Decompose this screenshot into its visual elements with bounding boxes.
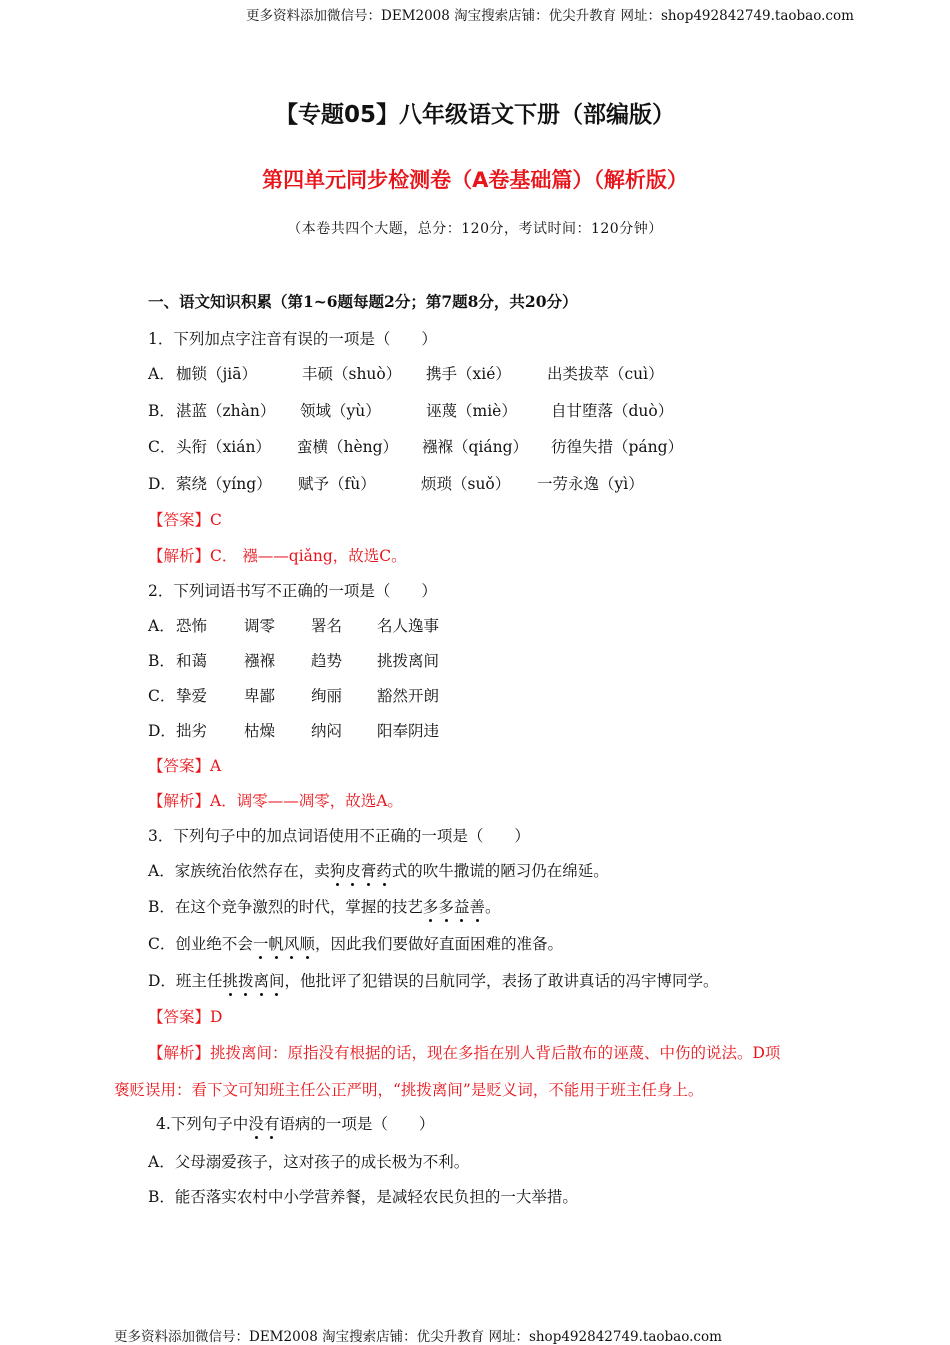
- answer-1: 【答案】C: [148, 511, 222, 529]
- page-subtitle: 第四单元同步检测卷（A卷基础篇）（解析版）: [262, 168, 688, 192]
- dotted-char: 益: [454, 895, 470, 917]
- dotted-char: 善: [469, 895, 485, 917]
- option-item: 豁然开朗: [377, 687, 440, 705]
- dotted-word: [253, 935, 315, 953]
- analysis-3-line-2: 褒贬误用：看下文可知班主任公正严明，“挑拨离间”是贬义词，不能用于班主任身上。: [114, 1081, 704, 1099]
- option-item: 烦琐（suǒ）: [421, 475, 511, 493]
- dotted-char: 间: [269, 969, 285, 991]
- option-label: D．: [148, 722, 176, 740]
- option-item: 挑拨离间: [377, 652, 440, 670]
- option-item: 枷锁（jiā）: [176, 365, 258, 383]
- option-item: 萦绕（yíng）: [176, 475, 272, 493]
- page-title: 【专题05】八年级语文下册（部编版）: [274, 102, 675, 128]
- option-item: 卑鄙: [244, 687, 276, 705]
- option-item: 趋势: [311, 652, 343, 670]
- option-item: 纳闷: [311, 722, 343, 740]
- option-item: 署名: [311, 617, 343, 635]
- option-item: 枯燥: [244, 722, 276, 740]
- question-4-stem: 4.下列句子中没有语病的一项是（ ）: [156, 1112, 434, 1134]
- option-item: 恐怖: [176, 617, 208, 635]
- answer-2: 【答案】A: [148, 757, 222, 775]
- option-item: 襁褓: [244, 652, 276, 670]
- question-3-option-b: B．在这个竞争激烈的时代，掌握的技艺多多益善。: [148, 895, 500, 917]
- option-item: 蛮横（hèng）: [297, 438, 399, 456]
- analysis-2: 【解析】A．调零——凋零，故选A。: [148, 792, 403, 810]
- dotted-char: 多: [423, 895, 439, 917]
- option-item: 襁褓（qiáng）: [422, 438, 529, 456]
- option-item: 湛蓝（zhàn）: [176, 402, 276, 420]
- question-4-option-a: A．父母溺爱孩子，这对孩子的成长极为不利。: [148, 1153, 470, 1171]
- analysis-3-line-1: 【解析】挑拨离间：原指没有根据的话，现在多指在别人背后散布的诬蔑、中伤的说法。D项: [148, 1044, 781, 1062]
- question-3-option-a: A．家族统治依然存在，卖狗皮膏药式的吹牛撒谎的陋习仍在绵延。: [148, 859, 609, 881]
- option-label: D．: [148, 475, 176, 493]
- footer-note: 更多资料添加微信号：DEM2008 淘宝搜索店铺：优尖升教育 网址：shop492842749.taobao.com: [114, 1329, 722, 1345]
- option-item: 一劳永逸（yì）: [537, 475, 644, 493]
- answer-3: 【答案】D: [148, 1008, 223, 1026]
- option-item: 和蔼: [176, 652, 208, 670]
- option-item: 调零: [244, 617, 276, 635]
- header-note: 更多资料添加微信号：DEM2008 淘宝搜索店铺：优尖升教育 网址：shop492842749.taobao.com: [246, 8, 854, 24]
- option-item: 拙劣: [176, 722, 208, 740]
- dotted-char: 膏: [361, 859, 377, 881]
- option-item: 自甘堕落（duò）: [551, 402, 674, 420]
- dotted-char: 顺: [299, 932, 315, 954]
- dotted-char: 有: [264, 1112, 280, 1134]
- option-item: 绚丽: [311, 687, 343, 705]
- option-item: 出类拔萃（cuì）: [547, 365, 664, 383]
- dotted-char: 离: [253, 969, 269, 991]
- analysis-1: 【解析】C． 襁——qiǎng，故选C。: [148, 547, 407, 565]
- option-item: 阳奉阴违: [377, 722, 440, 740]
- dotted-word: [423, 898, 485, 916]
- option-item: 赋予（fù）: [298, 475, 376, 493]
- question-4-option-b: B．能否落实农村中小学营养餐，是减轻农民负担的一大举措。: [148, 1188, 578, 1206]
- option-label: C．: [148, 687, 176, 705]
- dotted-char: 皮: [345, 859, 361, 881]
- option-label: C．: [148, 438, 176, 456]
- option-item: 名人逸事: [377, 617, 440, 635]
- dotted-word: [330, 862, 392, 880]
- question-3-stem: 3．下列句子中的加点词语使用不正确的一项是（ ）: [148, 827, 530, 845]
- dotted-char: 挑: [222, 969, 238, 991]
- option-label: B．: [148, 652, 175, 670]
- section-heading: 一、语文知识积累（第1~6题每题2分；第7题8分，共20分）: [148, 292, 578, 311]
- dotted-char: 多: [438, 895, 454, 917]
- dotted-char: 拨: [238, 969, 254, 991]
- option-item: 丰硕（shuò）: [302, 365, 402, 383]
- dotted-word: [222, 972, 284, 990]
- option-item: 诬蔑（miè）: [426, 402, 517, 420]
- option-item: 挚爱: [176, 687, 208, 705]
- dotted-char: 一: [253, 932, 269, 954]
- question-3-option-d: D．班主任挑拨离间，他批评了犯错误的吕航同学，表扬了敢讲真话的冯宇博同学。: [148, 969, 719, 991]
- option-label: A．: [148, 617, 175, 635]
- dotted-char: 帆: [268, 932, 284, 954]
- dotted-char: 风: [284, 932, 300, 954]
- dotted-char: 狗: [330, 859, 346, 881]
- option-item: 头衔（xián）: [176, 438, 271, 456]
- option-item: 彷徨失措（páng）: [551, 438, 684, 456]
- option-label: A．: [148, 365, 175, 383]
- question-1-stem: 1．下列加点字注音有误的一项是（ ）: [148, 330, 437, 348]
- option-item: 携手（xié）: [426, 365, 511, 383]
- option-item: 领域（yù）: [300, 402, 381, 420]
- question-3-option-c: C．创业绝不会一帆风顺，因此我们要做好直面困难的准备。: [148, 932, 563, 954]
- question-2-stem: 2．下列词语书写不正确的一项是（ ）: [148, 582, 437, 600]
- exam-info: （本卷共四个大题，总分：120分，考试时间：120分钟）: [287, 221, 663, 237]
- dotted-char: 药: [376, 859, 392, 881]
- dotted-word: [248, 1115, 279, 1133]
- dotted-char: 没: [248, 1112, 264, 1134]
- option-label: B．: [148, 402, 175, 420]
